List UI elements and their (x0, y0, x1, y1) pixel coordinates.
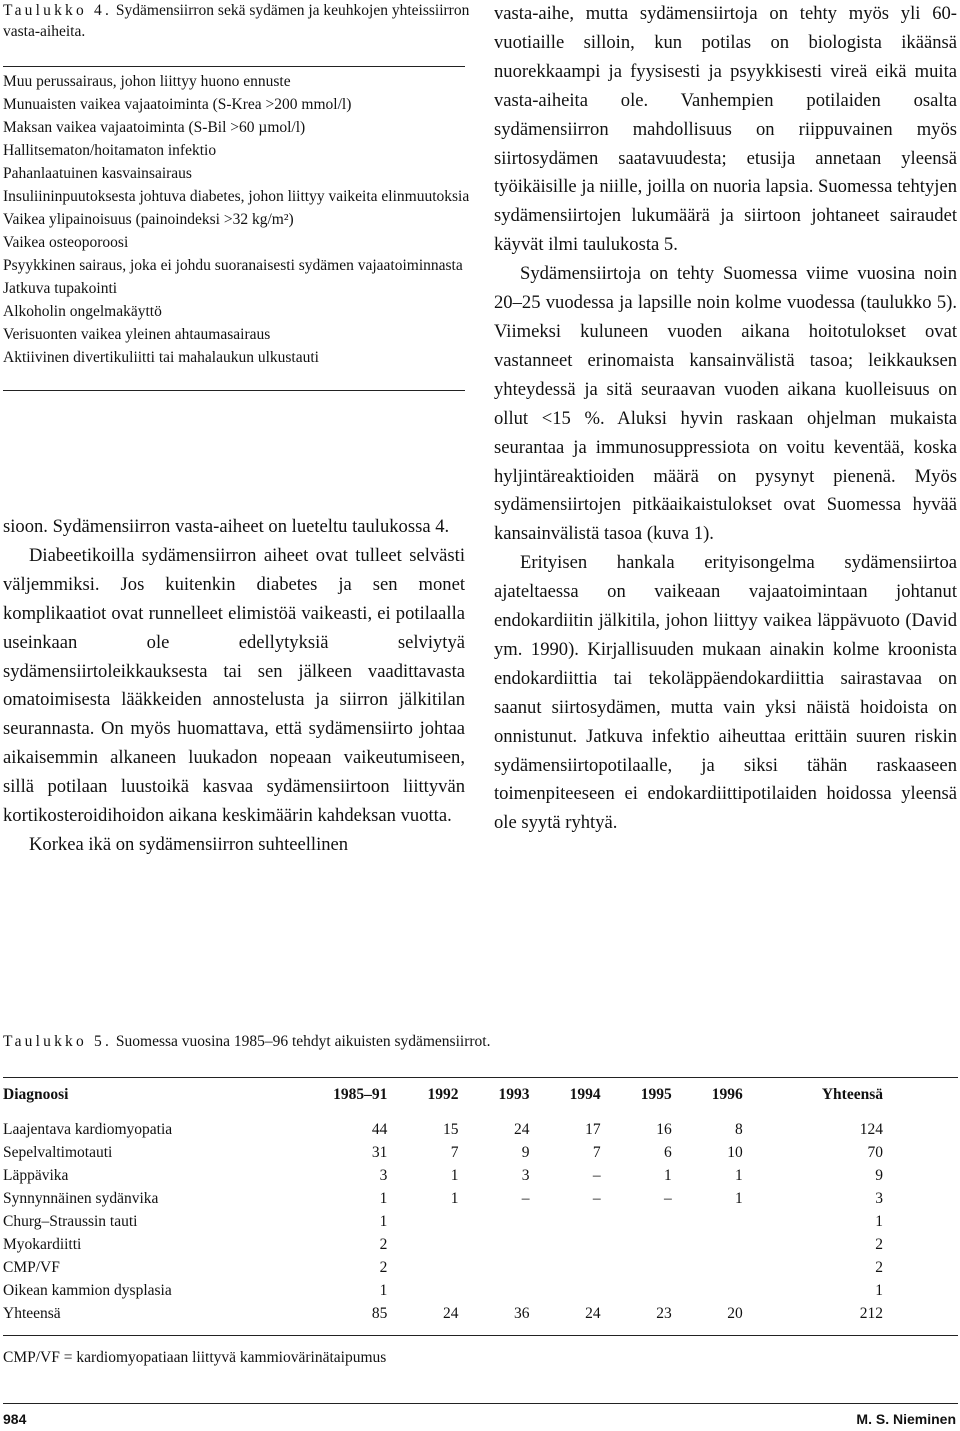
table5-row-label: CMP/VF (3, 1258, 60, 1276)
table5-cell (601, 1256, 672, 1279)
table5-cell: – (592, 1166, 601, 1184)
table4-item: Insuliininpuutoksesta johtuva diabetes, johon liittyy vaikeita elinmuutoksia (3, 188, 470, 205)
author-name: M. S. Nieminen (856, 1411, 956, 1427)
table5-column-header: 1995 (640, 1085, 672, 1103)
left-paragraph-3: Korkea ikä on sydämensiirron suhteellinen (29, 833, 349, 855)
table5-cell (530, 1279, 601, 1302)
table5-cell: 124 (859, 1120, 883, 1138)
table4-label: Taulukko 4. (3, 2, 113, 19)
table5-cell (530, 1256, 601, 1279)
table5-cell (672, 1256, 743, 1279)
table-row (3, 1256, 883, 1279)
table5-footnote: CMP/VF = kardiomyopatiaan liittyvä kammiovärinätaipumus (3, 1349, 387, 1366)
table5-row-label: Yhteensä (3, 1304, 61, 1322)
table4-item: Alkoholin ongelmakäyttö (3, 303, 162, 320)
table4-item: Verisuonten vaikea yleinen ahtaumasairaus (3, 326, 271, 343)
table5-title: Suomessa vuosina 1985–96 tehdyt aikuisten sydämensiirrot. (115, 1033, 491, 1050)
table5-cell: 70 (867, 1143, 883, 1161)
table5-cell: 15 (442, 1120, 459, 1138)
table5-cell: – (592, 1189, 601, 1207)
table5-cell (387, 1256, 458, 1279)
table-row (3, 1118, 883, 1141)
table4-item: Maksan vaikea vajaatoiminta (S-Bil >60 µmol/l) (3, 119, 306, 136)
table5-cell: 2 (875, 1258, 883, 1276)
table5-cell (530, 1210, 601, 1233)
table5-row-label: Oikean kammion dysplasia (3, 1281, 172, 1299)
table4-item: Hallitsematon/hoitamaton infektio (3, 142, 217, 159)
table-row (3, 1233, 883, 1256)
right-paragraph-1: vasta-aihe, mutta sydämensiirtoja on tehty myös yli 60-vuotiaille silloin, kun potilas on biologista ikäänsä nuorekkaampi ja fyysisesti ja psyykkisesti vireä eikä muita vasta-aiheita ole. Vanhempien potilaiden osalta sydämensiirron mahdollisuus on riippuvainen myös siirtosydämen saatavuudesta; etusija annetaan yleensä työikäisille ja niille, joilla on nuoria lapsia. Suomessa tehtyjen sydämensiirtojen lukumäärä ja siirtoon johtaneet sairaudet käyvät ilmi taulukosta 5. (494, 3, 957, 256)
table5-row-label: Myokardiitti (3, 1235, 82, 1253)
table5-cell (530, 1233, 601, 1256)
table5-cell (601, 1279, 672, 1302)
table5-spacer (3, 1106, 883, 1118)
table5-cell: 10 (727, 1143, 743, 1161)
table5-cell: 3 (875, 1189, 883, 1207)
table5-cell (458, 1279, 529, 1302)
table5-cell: 1 (875, 1281, 883, 1299)
table5-cell: 7 (592, 1143, 601, 1161)
table4-title: Sydämensiirron sekä sydämen ja keuhkojen yhteissiirron vasta-aiheita. (3, 2, 470, 40)
table5-cell (672, 1210, 743, 1233)
table5-cell: 1 (450, 1189, 459, 1207)
table5-cell: 16 (656, 1120, 672, 1138)
table5-cell: 6 (663, 1143, 672, 1161)
table-row (3, 1302, 883, 1325)
table5-cell: 1 (450, 1166, 459, 1184)
table5-cell: 17 (585, 1120, 601, 1138)
table5-cell: 9 (521, 1143, 530, 1161)
table5-column-header: 1992 (427, 1085, 459, 1103)
table5-row-label: Läppävika (3, 1166, 69, 1184)
table5-cell: 3 (379, 1166, 388, 1184)
table5-row-label: Churg–Straussin tauti (3, 1212, 138, 1230)
table5-cell: 1 (379, 1281, 388, 1299)
table5-row-label: Synnynnäinen sydänvika (3, 1189, 159, 1207)
table5-cell: 2 (379, 1258, 388, 1276)
table4-item: Pahanlaatuinen kasvainsairaus (3, 165, 192, 182)
table5-cell: 1 (379, 1189, 388, 1207)
table5-column-header: 1993 (498, 1085, 530, 1103)
table5-cell (601, 1233, 672, 1256)
table5-cell (672, 1233, 743, 1256)
table5-column-header: 1994 (569, 1085, 601, 1103)
table5-cell: 24 (585, 1304, 601, 1322)
table5-body (3, 1106, 883, 1325)
left-paragraph-2: Diabeetikoilla sydämensiirron aiheet ovat tulleet selvästi väljemmiksi. Jos kuitenkin diabetes ja sen monet komplikaatiot ovat runnelleet elimistöä vaikeasti, ei potilaalla useinkaan ole edellytyksiä selviytyä sydämensiirtoleikkauksesta tai sen jälkeen vaadittavasta omatoimisesta lääkkeiden annostelusta ja siirron jälkitilan seurannasta. On myös huomattava, että sydämensiirto johtaa aikaisemmin alkaneen luukadon nopeaan vaikeutumiseen, sillä potilaan luustoikä kasvaa sydämensiirtoon liittyvän kortikosteroidihoidon aikana keskimäärin kahdeksan vuotta. (3, 544, 465, 827)
table5-column-header: 1985–91 (333, 1085, 388, 1103)
right-paragraph-2: Sydämensiirtoja on tehty Suomessa viime vuosina noin 20–25 vuodessa ja lapsille noin kolme vuodessa (taulukko 5). Viimeksi kuluneen vuoden aikana hoitotulokset ovat vastanneet erinomaista kansainvälistä tasoa; leikkauksen yhteydessä ja sitä seuraavan vuoden aikana kuolleisuus on ollut <15 %. Aluksi hyvin raskaan ohjelman mukaista seurantaa ja immunosuppressiota on voitu keventää, koska hyljintäreaktioiden määrä on pysynyt pienenä. Myös sydämensiirtojen pitkäaikaistulokset ovat Suomessa hyvää kansainvälistä tasoa (kuva 1). (494, 263, 957, 545)
footer-rule (3, 1403, 958, 1404)
table5-cell: 8 (735, 1120, 743, 1138)
table5-cell: 2 (379, 1235, 388, 1253)
table5-cell (387, 1233, 458, 1256)
table5-cell: 1 (663, 1166, 672, 1184)
table5-cell: 1 (875, 1212, 883, 1230)
right-column-text (494, 0, 957, 838)
left-paragraph-1: sioon. Sydämensiirron vasta-aiheet on lueteltu taulukossa 4. (3, 516, 450, 537)
table5-cell (387, 1210, 458, 1233)
table-row (3, 1141, 883, 1164)
table4-item: Aktiivinen divertikuliitti tai mahalaukun ulkustauti (3, 349, 319, 366)
table5-cell: 2 (875, 1235, 883, 1253)
table5-caption (3, 1032, 490, 1052)
table5-row-label: Laajentava kardiomyopatia (3, 1120, 173, 1138)
table5-cell (672, 1279, 743, 1302)
table5-cell: 3 (521, 1166, 530, 1184)
table5-cell (387, 1279, 458, 1302)
table5-cell: 212 (859, 1304, 883, 1322)
table4-item: Vaikea ylipainoisuus (painoindeksi >32 kg/m²) (3, 211, 294, 228)
table-row (3, 1164, 883, 1187)
table5-cell: 85 (371, 1304, 388, 1322)
table5-row-label: Sepelvaltimotauti (3, 1143, 113, 1161)
table4-caption (3, 0, 473, 42)
table5-cell: 24 (442, 1304, 459, 1322)
table-row (3, 1210, 883, 1233)
table4-top-rule (3, 66, 465, 67)
table5-cell (601, 1210, 672, 1233)
table5-cell: – (521, 1189, 530, 1207)
left-column-text (3, 513, 465, 860)
table5-cell (458, 1256, 529, 1279)
right-paragraph-3: Erityisen hankala erityisongelma sydämensiirtoa ajateltaessa on vaikeaan vajaatoimintaan johtanut endokardiitin jälkitila, johon liittyy vaikea läppävuoto (David ym. 1990). Kirjallisuuden mukaan ainakin kolme kroonista endokardiittia tai tekoläppäendokardiittia sairastavaa on saanut siirtosydämen, mutta vain yksi näistä hoidoista on onnistunut. Jatkuva infektio aiheuttaa erittäin suuren riskin sydämensiirtopotilaalle, ja siksi tähän raskaaseen toimenpiteeseen ei endokardiittipotilaiden hoidossa yleensä ole syytä ryhtyä. (494, 552, 957, 834)
table5-cell: 31 (371, 1143, 388, 1161)
table5-column-header: 1996 (711, 1085, 743, 1103)
table4-item: Vaikea osteoporoosi (3, 234, 129, 251)
table4-item: Jatkuva tupakointi (3, 280, 118, 297)
table5 (3, 1083, 883, 1325)
table5-label: Taulukko 5. (3, 1033, 113, 1050)
table4-bottom-rule (3, 390, 465, 391)
table4-item: Munuaisten vaikea vajaatoiminta (S-Krea >200 mmol/l) (3, 96, 352, 113)
table4-item: Psyykkinen sairaus, joka ei johdu suoranaisesti sydämen vajaatoiminnasta (3, 257, 463, 274)
table5-cell: 9 (875, 1166, 883, 1184)
table5-cell: 1 (735, 1166, 743, 1184)
table5-cell: 44 (371, 1120, 388, 1138)
table5-cell: 1 (379, 1212, 388, 1230)
table-row (3, 1279, 883, 1302)
table5-cell: 1 (735, 1189, 743, 1207)
table5-top-rule (3, 1077, 958, 1078)
table4-item: Muu perussairaus, johon liittyy huono ennuste (3, 73, 291, 90)
table5-cell (458, 1233, 529, 1256)
table5-column-header: Yhteensä (821, 1085, 883, 1103)
table5-cell (458, 1210, 529, 1233)
table5-bottom-rule (3, 1335, 958, 1336)
table5-header-row (3, 1083, 883, 1106)
page-number: 984 (3, 1411, 27, 1427)
table5-cell: 24 (514, 1120, 530, 1138)
table5-cell: – (663, 1189, 672, 1207)
table5-column-header: Diagnoosi (3, 1085, 69, 1103)
table5-cell: 7 (450, 1143, 459, 1161)
table-row (3, 1187, 883, 1210)
table5-cell: 36 (514, 1304, 530, 1322)
table5-cell: 20 (727, 1304, 743, 1322)
table4-list (3, 70, 473, 369)
table5-cell: 23 (656, 1304, 672, 1322)
